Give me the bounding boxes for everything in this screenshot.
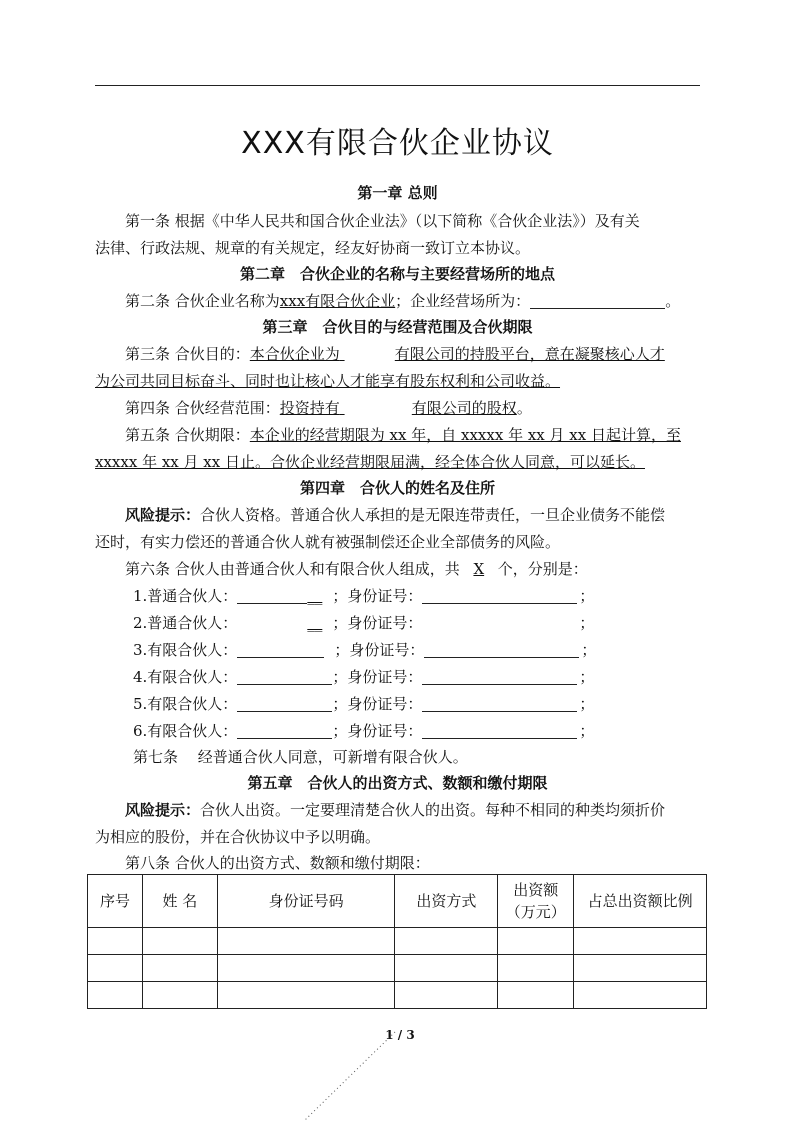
col-header-amount-line2: （万元） [505,903,566,921]
partner-count: X [473,560,485,578]
partner-id-label: ；身份证号： [332,722,423,740]
partner-label: 6.有限合伙人： [133,722,238,740]
article-2-prefix: 第二条 合伙企业名称为 [125,292,280,310]
col-header-id-number: 身份证号码 [217,875,395,928]
partner-id-blank [422,695,577,712]
partner-id-blank [422,722,577,739]
partner-label: 1.普通合伙人： [133,587,238,605]
contribution-table [87,874,707,1009]
partner-label: 2.普通合伙人： [133,614,238,632]
partner-name-blank [237,641,324,658]
article-7: 第七条 经普通合伙人同意，可新增有限合伙人。 [133,748,468,766]
partner-row [133,693,743,715]
page-number: 1 / 3 [385,1028,415,1042]
risk-1-text: 合伙人资格。普通合伙人承担的是无限连带责任，一旦企业债务不能偿 [200,506,666,524]
col-header-amount-line1: 出资额 [513,881,559,899]
page-fold-dotted-line [300,1030,420,1122]
article-3-purpose-b: 有限公司的持股平台，意在凝聚核心人才 [394,345,665,363]
article-2-mid: ；企业经营场所为： [395,292,531,310]
article-5-line-1 [125,424,735,446]
scope-company-blank [340,397,412,419]
col-header-ratio: 占总出资额比例 [574,875,707,928]
article-3-line-2: 为公司共同目标奋斗、同时也让核心人才能享有股东权利和公司收益。 [95,372,561,390]
article-2 [125,290,735,312]
article-3-prefix: 第三条 合伙目的： [125,345,250,363]
partner-name-tail: __ [307,614,323,632]
col-header-method: 出资方式 [395,875,498,928]
partner-id-label: ；身份证号： [332,614,423,632]
table-header-row [88,875,707,928]
article-4-scope-b: 有限公司的股权 [411,399,517,417]
partner-id-blank [424,641,579,658]
partner-name-tail: __ [307,587,323,605]
risk-1-label: 风险提示： [125,506,201,524]
partner-id-label: ；身份证号： [334,641,425,659]
article-5-line-2: xxxxx 年 xx 月 xx 日止。合伙企业经营期限届满，经全体合伙人同意，可以延长。 [95,453,645,471]
partner-id-label: ；身份证号： [332,695,423,713]
partner-row [133,639,743,661]
partner-row-end: ； [579,614,595,632]
partner-id-blank [422,587,577,604]
partner-row-end: ； [579,695,595,713]
chapter-5-heading: 第五章 合伙人的出资方式、数额和缴付期限 [247,774,548,792]
article-6 [125,558,735,580]
document-title: XXX有限合伙企业协议 [241,126,554,161]
partner-name-blank [237,695,332,712]
partner-name-blank [237,722,332,739]
company-blank [340,343,395,365]
article-1-line-1: 第一条 根据《中华人民共和国合伙企业法》（以下简称《合伙企业法》）及有关 [125,212,640,230]
article-5-prefix: 第五条 合伙期限： [125,426,250,444]
risk-2-line-2: 为相应的股份，并在合伙协议中予以明确。 [95,828,381,846]
partner-row [133,585,743,607]
partner-id-label: ；身份证号： [332,668,423,686]
col-header-amount [498,875,574,928]
risk-2-label: 风险提示： [125,801,201,819]
partner-row [133,666,743,688]
article-6-suffix: 个，分别是： [497,560,588,578]
partner-row-end: ； [579,587,595,605]
risk-2-text: 合伙人出资。一定要理清楚合伙人的出资。每种不相同的种类均须折价 [200,801,666,819]
partner-row-end: ； [579,668,595,686]
risk-1-line-2: 还时，有实力偿还的普通合伙人就有被强制偿还企业全部债务的风险。 [95,533,561,551]
col-header-name: 姓 名 [142,875,217,928]
article-6-prefix: 第六条 合伙人由普通合伙人和有限合伙人组成，共 [125,560,460,578]
partner-label: 5.有限合伙人： [133,695,238,713]
article-1-line-2: 法律、行政法规、规章的有关规定，经友好协商一致订立本协议。 [95,239,531,257]
enterprise-name: xxx有限合伙企业 [279,292,396,310]
article-4-end: 。 [516,399,532,417]
partner-id-label: ；身份证号： [332,587,423,605]
address-blank [530,292,665,309]
article-3-line-1 [125,343,735,365]
chapter-3-heading: 第三章 合伙目的与经营范围及合伙期限 [262,318,533,336]
partner-name-blank [237,587,307,604]
partner-label: 3.有限合伙人： [133,641,238,659]
article-4 [125,397,735,419]
chapter-1-heading: 第一章 总则 [357,184,438,202]
chapter-4-heading: 第四章 合伙人的姓名及住所 [299,479,495,497]
col-header-index: 序号 [88,875,143,928]
article-4-scope-a: 投资持有 [279,399,340,417]
partner-row-end: ； [581,641,597,659]
partner-row [133,612,743,634]
article-8: 第八条 合伙人的出资方式、数额和缴付期限： [125,854,430,872]
partner-label: 4.有限合伙人： [133,668,238,686]
partner-row [133,720,743,742]
table-row [88,928,707,955]
article-5-term: 本企业的经营期限为 xx 年，自 xxxxx 年 xx 月 xx 日起计算，至 [249,426,681,444]
risk-2-line-1 [125,799,735,821]
partner-name-blank [237,668,332,685]
article-4-prefix: 第四条 合伙经营范围： [125,399,280,417]
chapter-2-heading: 第二章 合伙企业的名称与主要经营场所的地点 [239,265,555,283]
partner-id-blank [422,668,577,685]
article-3-purpose-a: 本合伙企业为 [249,345,340,363]
table-row [88,955,707,982]
header-rule [95,85,700,86]
article-2-end: 。 [665,292,681,310]
risk-1-line-1 [125,504,735,526]
table-row [88,982,707,1009]
partner-row-end: ； [579,722,595,740]
